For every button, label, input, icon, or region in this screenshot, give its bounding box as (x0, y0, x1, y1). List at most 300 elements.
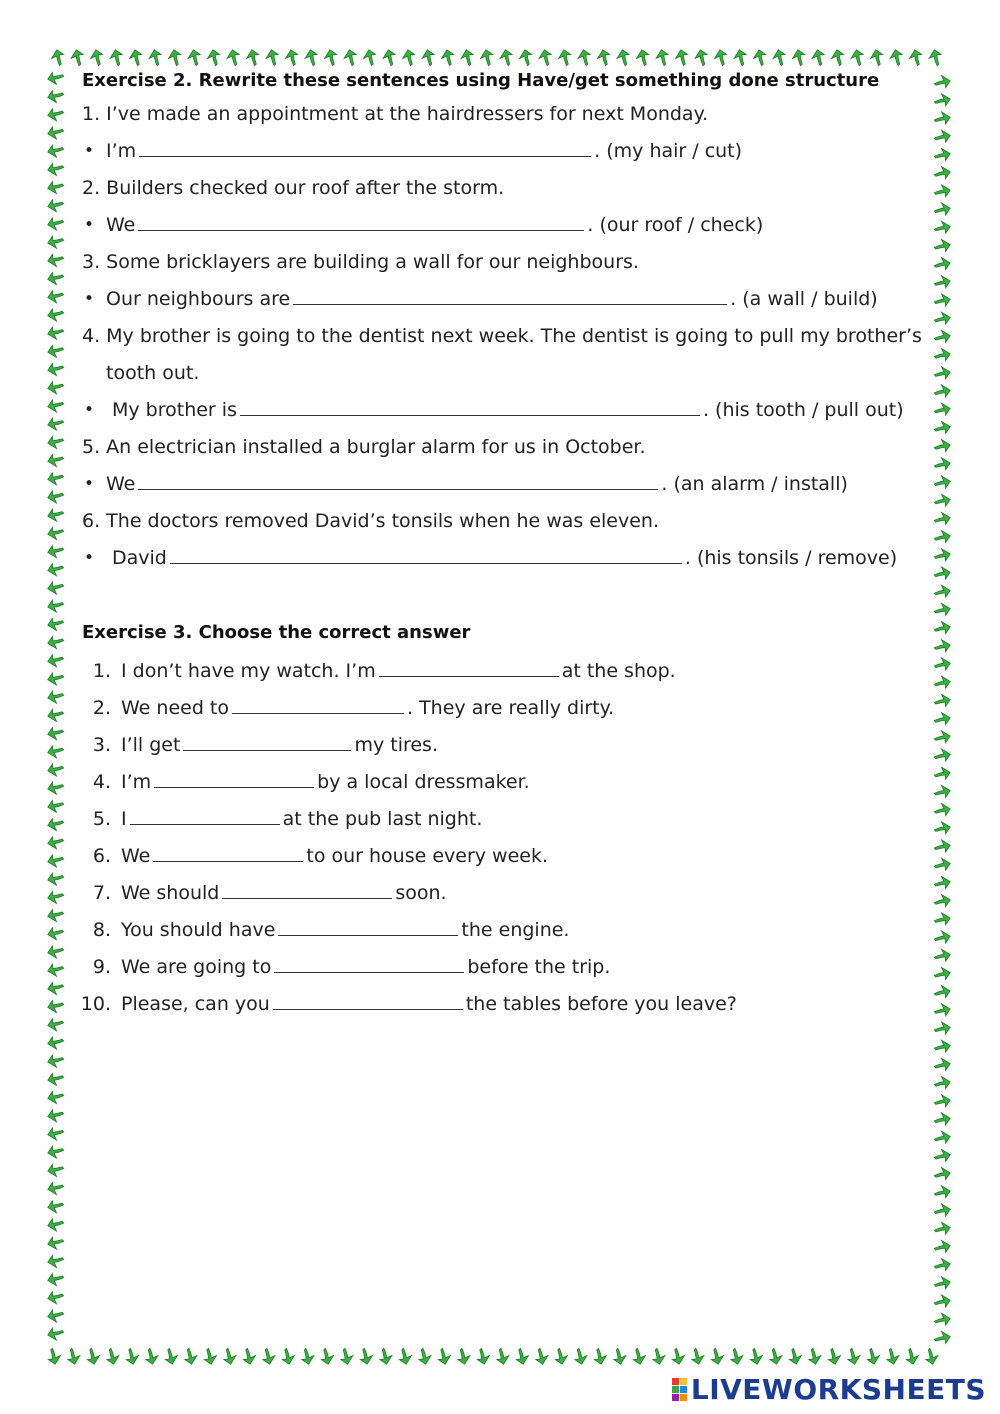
border-arrow (47, 125, 64, 140)
border-arrow (934, 438, 951, 453)
item-number: 7. (92, 882, 111, 904)
border-arrow (47, 1272, 64, 1287)
answer-start: David (112, 547, 167, 569)
border-arrow (47, 1254, 64, 1269)
answer-blank[interactable] (183, 730, 351, 751)
answer-start: My brother is (112, 399, 237, 421)
item-text-after: soon. (395, 882, 447, 904)
border-arrow (934, 1221, 951, 1236)
border-arrow (47, 598, 64, 613)
item-number: 9. (92, 956, 111, 978)
item-text-after: . They are really dirty. (407, 697, 615, 719)
border-arrow (47, 362, 64, 377)
border-arrow (934, 693, 951, 708)
border-arrow (924, 1348, 939, 1365)
border-arrow (47, 435, 64, 450)
worksheet-content (82, 66, 932, 1023)
border-arrow (245, 49, 260, 66)
border-arrow (934, 129, 951, 144)
item-number: 8. (92, 919, 111, 941)
border-arrow (265, 49, 280, 66)
item-text-before: I don’t have my watch. I’m (121, 660, 376, 682)
border-arrow (222, 1348, 237, 1365)
ex2-answer-line-3 (82, 281, 932, 318)
border-arrow (934, 584, 951, 599)
border-arrow (573, 1348, 588, 1365)
ex3-item-2 (83, 690, 932, 727)
answer-blank[interactable] (293, 284, 727, 305)
border-arrow (70, 49, 85, 66)
border-arrow (47, 143, 64, 158)
border-arrow (128, 49, 143, 66)
ex2-prompt-6: 6. The doctors removed David’s tonsils when he was eleven. (82, 510, 660, 532)
border-arrow (187, 49, 202, 66)
border-arrow (47, 1126, 64, 1141)
ex2-answer-line-4 (82, 392, 932, 429)
item-number: 4. (92, 771, 111, 793)
border-arrow (934, 74, 951, 89)
border-arrow (612, 1348, 627, 1365)
answer-hint: . (an alarm / install) (661, 473, 848, 495)
item-text-before: Please, can you (121, 993, 270, 1015)
border-arrow (47, 890, 64, 905)
border-arrow (934, 238, 951, 253)
border-arrow (109, 49, 124, 66)
border-arrow (47, 944, 64, 959)
border-arrow (632, 1348, 647, 1365)
answer-blank[interactable] (138, 469, 658, 490)
border-arrow (47, 416, 64, 431)
liveworksheets-logo-text: LIVEWORKSHEETS (690, 1372, 986, 1406)
border-arrow (320, 1348, 335, 1365)
answer-blank[interactable] (240, 395, 700, 416)
border-arrow (934, 1330, 951, 1345)
border-arrow (47, 835, 64, 850)
border-arrow (934, 220, 951, 235)
border-arrow (534, 1348, 549, 1365)
border-arrow (934, 384, 951, 399)
border-arrow (934, 274, 951, 289)
border-arrow (47, 526, 64, 541)
border-arrow (47, 726, 64, 741)
answer-hint: . (my hair / cut) (594, 140, 743, 162)
border-arrow (934, 1002, 951, 1017)
answer-hint: . (his tooth / pull out) (702, 399, 904, 421)
border-arrow (47, 1199, 64, 1214)
ex3-item-6 (83, 838, 932, 875)
border-arrow (47, 762, 64, 777)
border-arrow (47, 234, 64, 249)
border-arrow (47, 853, 64, 868)
border-arrow (515, 1348, 530, 1365)
border-arrow (47, 398, 64, 413)
border-arrow (440, 49, 455, 66)
logo-square (672, 1394, 679, 1401)
ex2-prompt-5: 5. An electrician installed a burglar alarm for us in October. (82, 436, 646, 458)
answer-start: We (106, 214, 136, 236)
border-arrow (47, 162, 64, 177)
border-arrow (934, 839, 951, 854)
border-arrow (105, 1348, 120, 1365)
answer-blank[interactable] (154, 767, 314, 788)
item-number: 6. (92, 845, 111, 867)
border-arrow (934, 347, 951, 362)
border-arrow (934, 202, 951, 217)
border-arrow (47, 180, 64, 195)
border-arrow (362, 49, 377, 66)
border-arrow (339, 1348, 354, 1365)
border-arrow (866, 1348, 881, 1365)
border-arrow (593, 1348, 608, 1365)
border-arrow (148, 49, 163, 66)
border-arrow (47, 71, 64, 86)
answer-blank[interactable] (139, 136, 591, 157)
border-arrow (934, 1112, 951, 1127)
ex2-prompt-3: 3. Some bricklayers are building a wall for our neighbours. (82, 251, 639, 273)
border-arrow (889, 49, 904, 66)
border-arrow (125, 1348, 140, 1365)
border-arrow (343, 49, 358, 66)
border-arrow (934, 183, 951, 198)
ex2-prompt-4-continued: tooth out. (106, 362, 200, 384)
border-arrow (934, 1294, 951, 1309)
item-text-before: We are going to (121, 956, 272, 978)
border-arrow (47, 908, 64, 923)
liveworksheets-logo[interactable] (672, 1372, 986, 1406)
exercise-2-heading: Exercise 2. Rewrite these sentences using Have/get something done structure (82, 70, 880, 91)
border-arrow (934, 802, 951, 817)
answer-blank[interactable] (153, 841, 303, 862)
logo-square (672, 1378, 679, 1385)
border-arrow (47, 216, 64, 231)
border-arrow (934, 493, 951, 508)
border-arrow (934, 657, 951, 672)
border-arrow (827, 1348, 842, 1365)
border-arrow (830, 49, 845, 66)
item-text-after: my tires. (354, 734, 438, 756)
item-number: 10. (80, 993, 111, 1015)
item-text-after: the engine. (461, 919, 570, 941)
border-arrow (398, 1348, 413, 1365)
answer-blank[interactable] (232, 693, 404, 714)
border-arrow (50, 49, 65, 66)
border-arrow (47, 344, 64, 359)
border-arrow (905, 1348, 920, 1365)
answer-blank[interactable] (170, 543, 682, 564)
item-text-after: at the pub last night. (282, 808, 483, 830)
logo-square (680, 1378, 687, 1385)
border-arrow (577, 49, 592, 66)
border-arrow (47, 198, 64, 213)
border-arrow (934, 1021, 951, 1036)
border-arrow (47, 744, 64, 759)
border-arrow (655, 49, 670, 66)
border-arrow (47, 817, 64, 832)
logo-square (680, 1394, 687, 1401)
border-arrow (47, 489, 64, 504)
logo-square (672, 1386, 679, 1393)
border-arrow (694, 49, 709, 66)
border-arrow (616, 49, 631, 66)
answer-blank[interactable] (274, 952, 464, 973)
ex2-prompt-4: 4. My brother is going to the dentist next week. The dentist is going to pull my brother’s (82, 325, 922, 347)
border-arrow (934, 1239, 951, 1254)
border-arrow (934, 748, 951, 763)
border-arrow (47, 962, 64, 977)
border-arrow (934, 147, 951, 162)
border-arrow (456, 1348, 471, 1365)
border-arrow (476, 1348, 491, 1365)
border-arrow (47, 380, 64, 395)
border-arrow (47, 671, 64, 686)
border-arrow (284, 49, 299, 66)
border-arrow (934, 966, 951, 981)
border-arrow (934, 1312, 951, 1327)
item-text-after: before the trip. (467, 956, 611, 978)
border-arrow (164, 1348, 179, 1365)
answer-hint: . (a wall / build) (730, 288, 878, 310)
border-arrow (304, 49, 319, 66)
border-arrow (807, 1348, 822, 1365)
item-text-before: I’m (121, 771, 152, 793)
border-arrow (300, 1348, 315, 1365)
ex2-prompt-1: 1. I’ve made an appointment at the hairdressers for next Monday. (82, 103, 709, 125)
border-arrow (47, 307, 64, 322)
answer-blank[interactable] (222, 878, 392, 899)
border-arrow (261, 1348, 276, 1365)
border-arrow (495, 1348, 510, 1365)
border-arrow (47, 981, 64, 996)
border-arrow (934, 820, 951, 835)
border-arrow (206, 49, 221, 66)
exercise-2 (82, 66, 932, 577)
border-arrow (934, 165, 951, 180)
border-arrow (934, 875, 951, 890)
border-arrow (47, 799, 64, 814)
ex3-item-5 (83, 801, 932, 838)
border-arrow (460, 49, 475, 66)
border-arrow (772, 49, 787, 66)
item-text-after: at the shop. (561, 660, 676, 682)
border-arrow (417, 1348, 432, 1365)
border-arrow (47, 1290, 64, 1305)
border-arrow (47, 1235, 64, 1250)
border-arrow (934, 729, 951, 744)
border-arrow (934, 111, 951, 126)
item-text-before: I’ll get (121, 734, 181, 756)
border-arrow (788, 1348, 803, 1365)
border-arrow (635, 49, 650, 66)
border-arrow (323, 49, 338, 66)
border-arrow (437, 1348, 452, 1365)
border-arrow (934, 1075, 951, 1090)
border-arrow (768, 1348, 783, 1365)
ex2-answer-line-1 (82, 133, 932, 170)
border-arrow (47, 544, 64, 559)
answer-blank[interactable] (379, 656, 559, 677)
border-arrow (382, 49, 397, 66)
item-number: 3. (92, 734, 111, 756)
border-arrow (934, 893, 951, 908)
border-arrow (934, 420, 951, 435)
border-arrow (47, 689, 64, 704)
border-arrow (934, 620, 951, 635)
border-arrow (749, 1348, 764, 1365)
item-text-before: We (121, 845, 151, 867)
item-number: 1. (92, 660, 111, 682)
border-arrow (47, 325, 64, 340)
border-arrow (47, 1035, 64, 1050)
border-arrow (538, 49, 553, 66)
border-arrow (47, 1090, 64, 1105)
answer-start: Our neighbours are (106, 288, 291, 310)
border-arrow (934, 711, 951, 726)
border-arrow (89, 49, 104, 66)
border-arrow (651, 1348, 666, 1365)
border-arrow (733, 49, 748, 66)
border-arrow (518, 49, 533, 66)
border-arrow (47, 580, 64, 595)
border-arrow (167, 49, 182, 66)
border-arrow (86, 1348, 101, 1365)
ex3-item-9 (83, 949, 932, 986)
ex2-answer-line-5 (82, 466, 932, 503)
border-arrow (554, 1348, 569, 1365)
border-arrow (934, 1184, 951, 1199)
border-arrow (934, 547, 951, 562)
border-arrow (47, 1072, 64, 1087)
logo-square (680, 1386, 687, 1393)
answer-hint: . (his tonsils / remove) (684, 547, 898, 569)
border-arrow (811, 49, 826, 66)
border-arrow (479, 49, 494, 66)
border-arrow (934, 475, 951, 490)
border-arrow (47, 1326, 64, 1341)
border-arrow (596, 49, 611, 66)
border-arrow (47, 471, 64, 486)
border-arrow (934, 984, 951, 999)
ex3-item-3 (83, 727, 932, 764)
border-arrow (144, 1348, 159, 1365)
border-arrow (934, 92, 951, 107)
answer-blank[interactable] (130, 804, 280, 825)
border-arrow (671, 1348, 686, 1365)
answer-start: We (106, 473, 136, 495)
border-arrow (934, 1257, 951, 1272)
border-arrow (47, 635, 64, 650)
border-arrow (499, 49, 514, 66)
border-arrow (934, 566, 951, 581)
border-arrow (729, 1348, 744, 1365)
border-arrow (934, 329, 951, 344)
border-arrow (690, 1348, 705, 1365)
border-arrow (47, 1144, 64, 1159)
border-arrow (281, 1348, 296, 1365)
border-arrow (66, 1348, 81, 1365)
border-arrow (791, 49, 806, 66)
border-arrow (934, 1057, 951, 1072)
border-arrow (934, 365, 951, 380)
item-text-after: by a local dressmaker. (317, 771, 530, 793)
border-arrow (47, 89, 64, 104)
border-arrow (934, 402, 951, 417)
ex2-answer-line-2 (82, 207, 932, 244)
border-arrow (401, 49, 416, 66)
border-arrow (934, 511, 951, 526)
border-arrow (47, 289, 64, 304)
border-arrow (47, 1217, 64, 1232)
item-text-before: You should have (121, 919, 276, 941)
border-arrow (183, 1348, 198, 1365)
border-arrow (869, 49, 884, 66)
border-arrow (557, 49, 572, 66)
answer-blank[interactable] (278, 915, 458, 936)
border-arrow (47, 453, 64, 468)
border-arrow (47, 1108, 64, 1123)
border-arrow (846, 1348, 861, 1365)
border-arrow (713, 49, 728, 66)
answer-start: I’m (106, 140, 137, 162)
ex2-prompt-2: 2. Builders checked our roof after the storm. (82, 177, 505, 199)
border-arrow (934, 1093, 951, 1108)
border-arrow (47, 780, 64, 795)
border-arrow (47, 507, 64, 522)
border-arrow (47, 871, 64, 886)
border-arrow (934, 675, 951, 690)
item-text-before: We need to (121, 697, 229, 719)
border-arrow (47, 999, 64, 1014)
border-arrow (934, 911, 951, 926)
border-arrow (47, 926, 64, 941)
item-number: 2. (92, 697, 111, 719)
border-arrow (908, 49, 923, 66)
answer-blank[interactable] (138, 210, 584, 231)
border-arrow (359, 1348, 374, 1365)
border-arrow (934, 1166, 951, 1181)
item-number: 5. (92, 808, 111, 830)
border-arrow (47, 1017, 64, 1032)
border-arrow (47, 617, 64, 632)
border-arrow (934, 1039, 951, 1054)
ex2-answer-line-6 (82, 540, 932, 577)
border-arrow (378, 1348, 393, 1365)
border-arrow (934, 293, 951, 308)
border-arrow (934, 456, 951, 471)
border-arrow (47, 1181, 64, 1196)
border-arrow (934, 602, 951, 617)
border-arrow (934, 638, 951, 653)
border-arrow (47, 708, 64, 723)
border-arrow (47, 1163, 64, 1178)
ex3-item-10 (80, 986, 932, 1023)
ex3-item-8 (83, 912, 932, 949)
border-arrow (934, 857, 951, 872)
border-arrow (47, 1053, 64, 1068)
border-arrow (674, 49, 689, 66)
answer-blank[interactable] (273, 989, 463, 1010)
border-arrow (934, 1275, 951, 1290)
border-arrow (47, 253, 64, 268)
border-arrow (47, 653, 64, 668)
border-arrow (934, 930, 951, 945)
border-arrow (421, 49, 436, 66)
border-arrow (934, 1130, 951, 1145)
border-arrow (928, 49, 943, 66)
border-arrow (850, 49, 865, 66)
border-arrow (47, 1348, 62, 1365)
border-arrow (226, 49, 241, 66)
border-arrow (934, 948, 951, 963)
